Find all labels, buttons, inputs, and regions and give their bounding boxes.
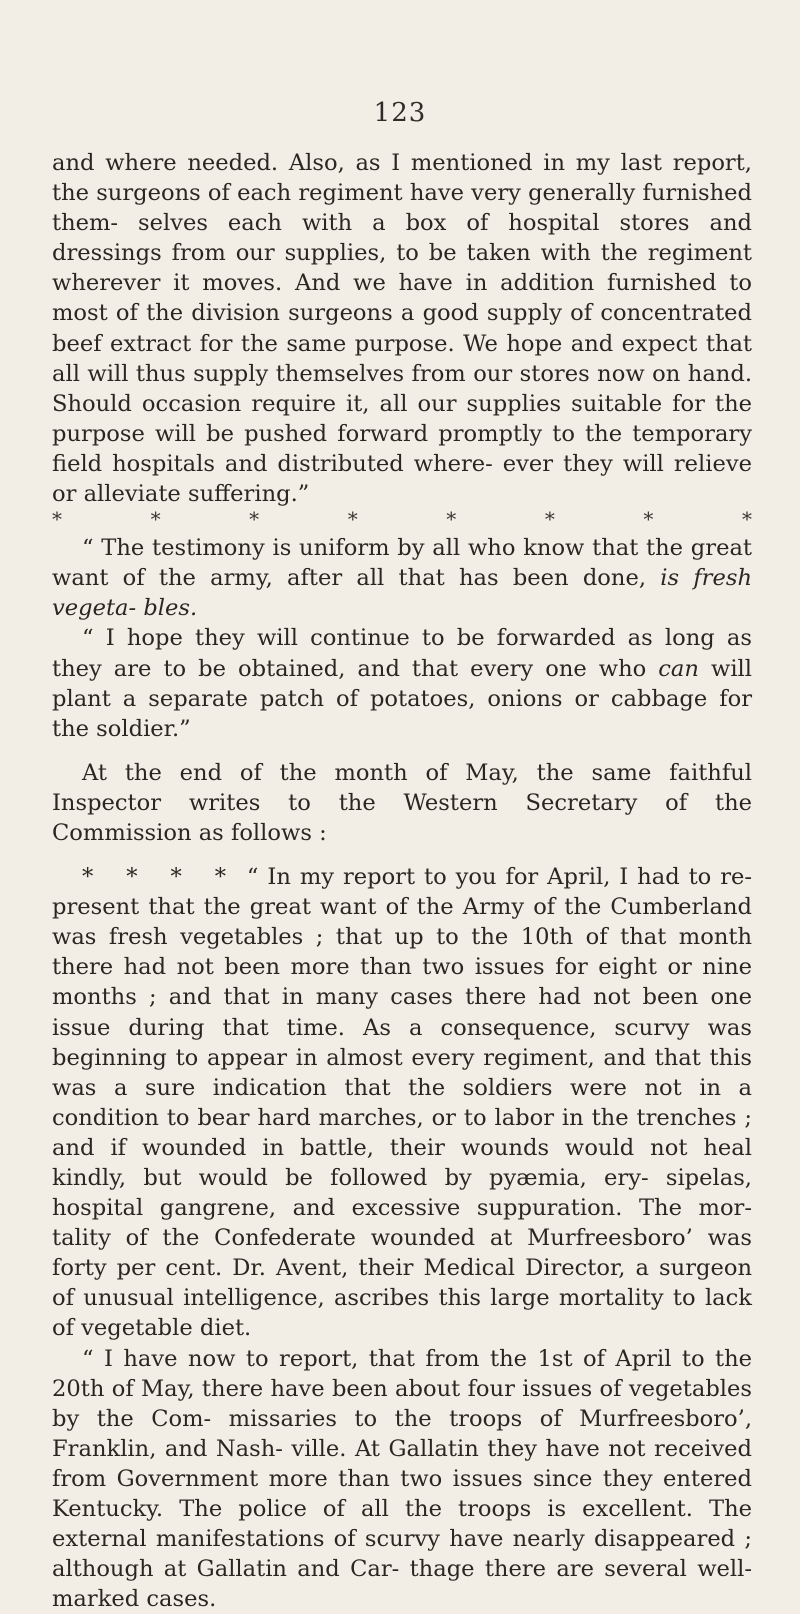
asterisk: *: [741, 507, 752, 532]
paragraph-may-report: “ I have now to report, that from the 1st of April to the 20th of May, there have been about four issues of vegetables by the Com- missaries to the troops of Murfreesboro’, Franklin, and Nash- ville. At Gallatin they have not received from Government more than two issues since they entered Kentucky. The police of all the troops is excellent. The external manifestations of scurvy have nearly disappeared ; although at Gallatin and Car- thage there are several well-marked cases.: [52, 1345, 752, 1613]
paragraph-text: will plant a separate patch of potatoes, onions or cabbage for the soldier.”: [52, 655, 753, 742]
asterisk: *: [150, 507, 161, 532]
paragraph-text: “ I hope they will continue to be forwarded as long as they are to be obtained, and that every one who: [52, 625, 752, 682]
paragraph-text: “ The testimony is uniform by all who know that the great want of the army, after all that has been done,: [52, 535, 752, 592]
asterisk: *: [446, 507, 457, 532]
asterisk: *: [643, 507, 654, 532]
paragraph-april-report: [52, 862, 752, 1344]
italic-emphasis: can: [658, 655, 699, 682]
body-text: [52, 148, 752, 1614]
page-number: 123: [373, 98, 427, 128]
asterisk: *: [52, 507, 62, 532]
paragraph-testimony: [52, 533, 752, 623]
leading-asterisks: * * * *: [82, 864, 238, 891]
asterisk: *: [544, 507, 555, 532]
asterisk-separator: [52, 507, 752, 532]
paragraph-text: “ In my report to you for April, I had to re- present that the great want of the Army of the Cumberland was fresh vegetables ; that up to the 10th of that month there had not been more than two issues for eight or nine months ; and that in many cases there had not been one issue during that time. As a consequence, scurvy was beginning to appear in almost every regiment, and that this was a sure indication that the soldiers were not in a condition to bear hard marches, or to labor in the trenches ; and if wounded in battle, their wounds would not heal kindly, but would be followed by pyæmia, ery- sipelas, hospital gangrene, and excessive suppuration. The mor- tality of the Confederate wounded at Murfreesboro’ was forty per cent. Dr. Avent, their Medical Director, a surgeon of unusual intelligence, ascribes this large mortality to lack of vegetable diet.: [52, 864, 753, 1342]
paragraph-hope: [52, 623, 752, 743]
italic-emphasis: is fresh vegeta- bles.: [52, 565, 752, 622]
paragraph-inspector-intro: At the end of the month of May, the same faithful Inspector writes to the Western Secretary of the Commission as follows :: [52, 759, 752, 846]
asterisk: *: [249, 507, 260, 532]
paragraph-report-continued: and where needed. Also, as I mentioned in my last report, the surgeons of each regiment have very generally furnished them- selves each with a box of hospital stores and dressings from our supplies, to be taken with the regiment wherever it moves. And we have in addition furnished to most of the division surgeons a good supply of concentrated beef extract for the same purpose. We hope and expect that all will thus supply themselves from our stores now on hand. Should occasion require it, all our supplies suitable for the purpose will be pushed forward promptly to the temporary field hospitals and distributed where- ever they will relieve or alleviate suffering.”: [52, 150, 752, 508]
asterisk: *: [347, 507, 358, 532]
